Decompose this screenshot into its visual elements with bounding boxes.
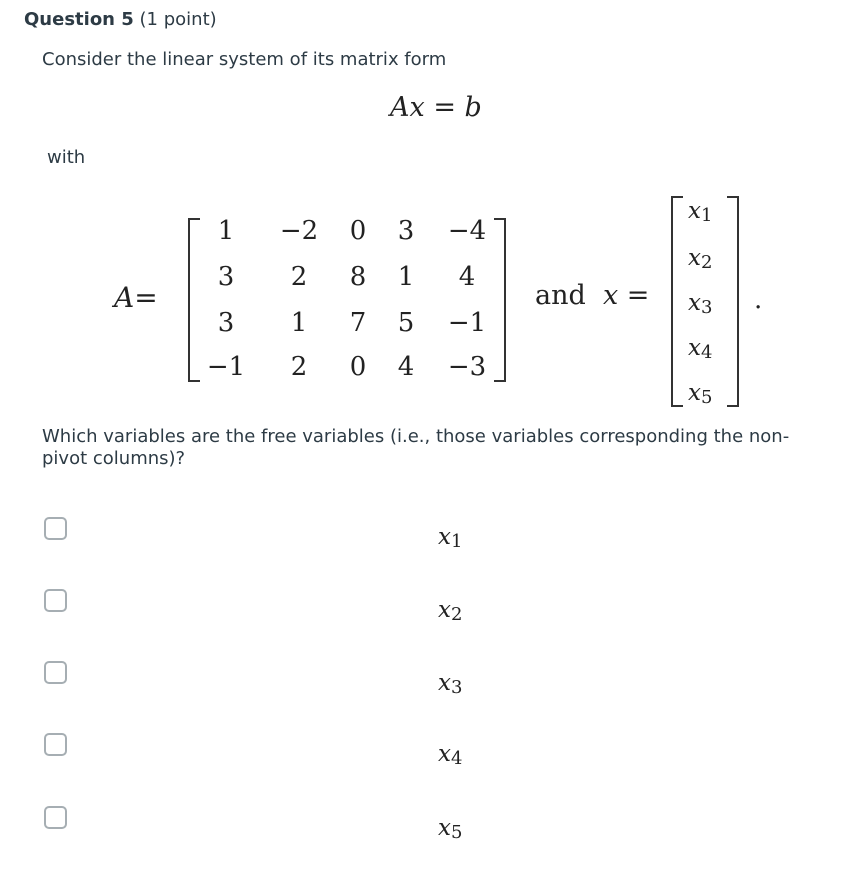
- option-checkbox-5[interactable]: [44, 806, 67, 829]
- question-title: [24, 9, 217, 30]
- matrix-a-cell: 1: [397, 262, 415, 292]
- matrix-a-cell: 4: [458, 262, 476, 292]
- matrix-a-cell: −4: [447, 216, 487, 246]
- option-label-1[interactable]: $x_1$: [438, 524, 463, 552]
- matrix-a-label: [114, 281, 158, 314]
- question-points: (1 point): [139, 9, 217, 30]
- question-label: Question 5: [24, 9, 134, 30]
- vector-x-entry: $x_2$: [688, 245, 713, 273]
- vector-x-entry: $x_1$: [688, 198, 713, 226]
- matrix-a-cell: 3: [217, 262, 235, 292]
- and-label: [535, 280, 649, 311]
- matrix-a-cell: 7: [349, 308, 367, 338]
- vector-x-left-bracket: [671, 196, 683, 407]
- matrix-a-cell: 0: [349, 352, 367, 382]
- option-checkbox-1[interactable]: [44, 517, 67, 540]
- option-label-3[interactable]: $x_3$: [438, 670, 463, 698]
- matrix-a-cell: −1: [447, 308, 487, 338]
- vector-x-entry: $x_5$: [688, 380, 713, 408]
- equation-op: =: [433, 92, 456, 123]
- matrix-a-cell: −1: [206, 352, 246, 382]
- a-symbol: A: [114, 281, 135, 314]
- matrix-a-cell: 4: [397, 352, 415, 382]
- x-symbol: x: [602, 280, 619, 311]
- and-text: and: [535, 280, 586, 311]
- matrix-a-cell: 2: [290, 352, 308, 382]
- matrix-a-cell: 2: [290, 262, 308, 292]
- equation-lhs: Ax: [390, 92, 425, 123]
- matrix-a-cell: 1: [290, 308, 308, 338]
- matrix-a-cell: 3: [217, 308, 235, 338]
- matrix-a-cell: 8: [349, 262, 367, 292]
- equation-rhs: b: [464, 92, 482, 123]
- matrix-a-cell: 5: [397, 308, 415, 338]
- option-checkbox-2[interactable]: [44, 589, 67, 612]
- matrix-a-cell: 3: [397, 216, 415, 246]
- option-checkbox-4[interactable]: [44, 733, 67, 756]
- equation: [390, 92, 482, 123]
- with-text: with: [47, 147, 86, 168]
- matrix-a-cell: −3: [447, 352, 487, 382]
- option-label-5[interactable]: $x_5$: [438, 815, 463, 843]
- intro-text: Consider the linear system of its matrix form: [42, 49, 447, 70]
- matrix-a-cell: 1: [217, 216, 235, 246]
- matrix-a-cell: 0: [349, 216, 367, 246]
- a-equals: =: [134, 281, 158, 314]
- option-label-2[interactable]: $x_2$: [438, 597, 463, 625]
- option-checkbox-3[interactable]: [44, 661, 67, 684]
- vector-x-entry: $x_3$: [688, 290, 713, 318]
- vector-x-right-bracket: [727, 196, 739, 407]
- period: .: [754, 285, 763, 315]
- option-label-4[interactable]: $x_4$: [438, 741, 463, 769]
- matrix-a-cell: −2: [279, 216, 319, 246]
- vector-x-entry: $x_4$: [688, 335, 713, 363]
- question-text: Which variables are the free variables (i.e., those variables corresponding the non-pivot columns)?: [42, 426, 790, 469]
- x-equals: =: [626, 280, 650, 311]
